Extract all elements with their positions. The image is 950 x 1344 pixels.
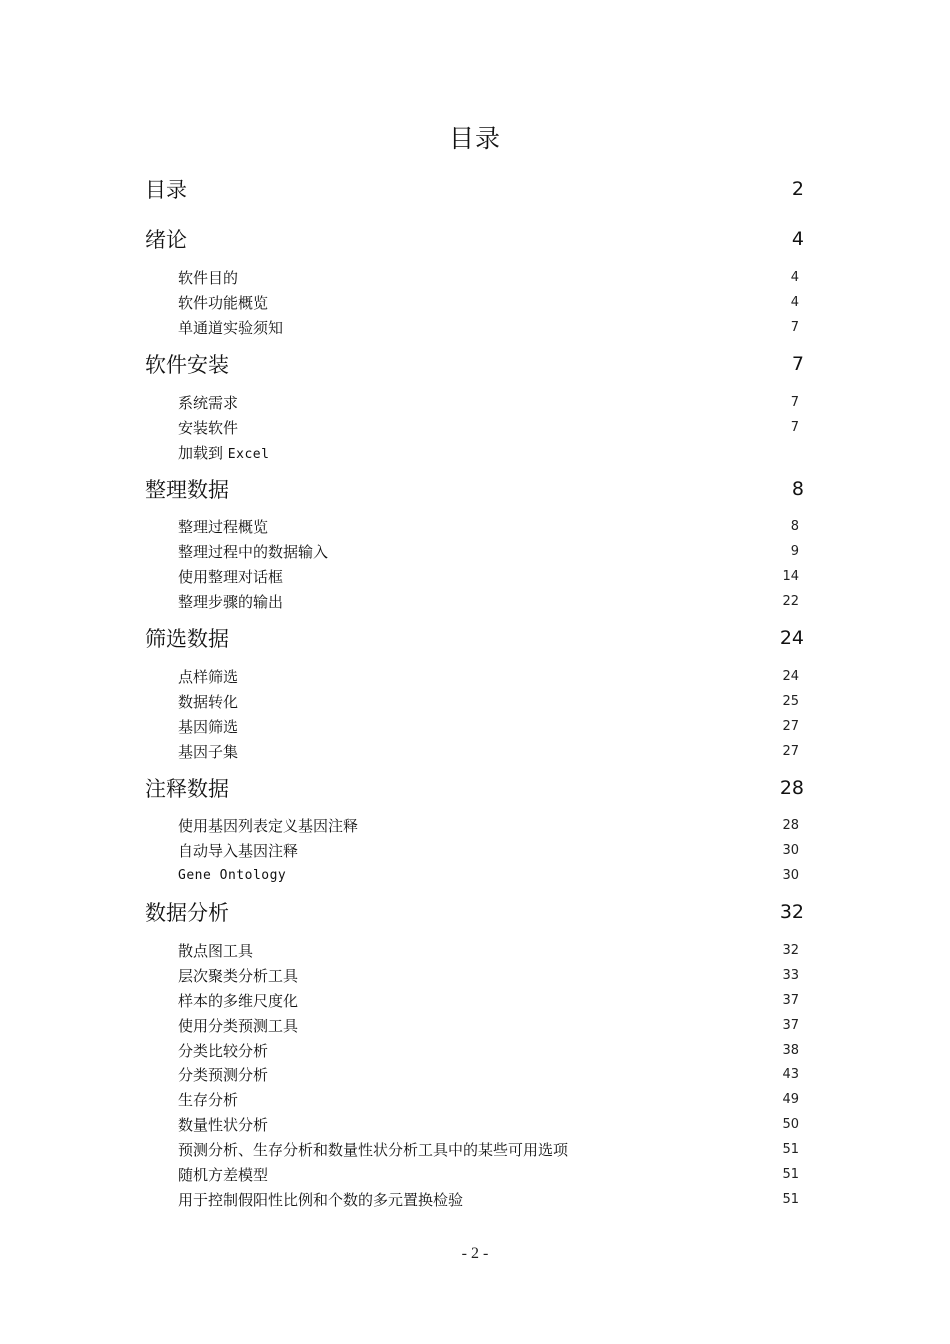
toc-entry-page: 24 (779, 627, 804, 649)
toc-entry-label: 单通道实验须知 (178, 318, 284, 337)
toc-entry-page: 4 (791, 228, 804, 250)
toc-entry-level2[interactable] (178, 864, 799, 886)
toc-entry-level2[interactable] (178, 540, 799, 562)
toc-entry-level2[interactable] (178, 391, 799, 413)
toc-entry-page: 4 (790, 269, 799, 285)
toc-entry-label: 自动导入基因注释 (178, 841, 299, 860)
toc-entry-label: 使用基因列表定义基因注释 (178, 816, 359, 835)
toc-entry-label: 使用分类预测工具 (178, 1016, 299, 1035)
toc-entry-page: 27 (782, 718, 799, 734)
toc-entry-label: 基因子集 (178, 742, 239, 761)
toc-entry-page: 37 (782, 1017, 799, 1033)
toc-entry-level2[interactable] (178, 1039, 799, 1061)
toc-entry-level2[interactable] (178, 1014, 799, 1036)
toc-entry-label: 软件目的 (178, 268, 239, 287)
toc-entry-label: 样本的多维尺度化 (178, 991, 299, 1010)
toc-entry-label: 用于控制假阳性比例和个数的多元置换检验 (178, 1190, 464, 1209)
toc-entry-label: 层次聚类分析工具 (178, 966, 299, 985)
toc-entry-page: 32 (779, 901, 804, 923)
toc-entry-label: 软件安装 (145, 353, 229, 377)
toc-entry-page: 7 (790, 419, 799, 435)
toc-entry-level1[interactable] (145, 623, 804, 653)
toc-entry-page: 30 (782, 842, 799, 858)
toc-entry-level2[interactable] (178, 839, 799, 861)
toc-entry-page: 25 (782, 693, 799, 709)
toc-entry-level2[interactable] (178, 316, 799, 338)
toc-entry-page: 28 (782, 817, 799, 833)
page-title: 目录 (448, 124, 501, 153)
toc-entry-label: 使用整理对话框 (178, 567, 284, 586)
toc-entry-label: Gene Ontology (178, 867, 287, 883)
toc-entry-page: 8 (790, 518, 799, 534)
toc-entry-label: 数据转化 (178, 692, 239, 711)
toc-entry-label: 目录 (145, 178, 187, 202)
toc-entry-label: 系统需求 (178, 393, 239, 412)
toc-entry-label: 整理数据 (145, 478, 229, 502)
toc-entry-label: 散点图工具 (178, 941, 254, 960)
toc-entry-level1[interactable] (145, 474, 804, 504)
toc-entry-level1[interactable] (145, 174, 804, 204)
toc-entry-level2[interactable] (178, 266, 799, 288)
toc-entry-level2[interactable] (178, 1188, 799, 1210)
toc-entry-label: 绪论 (145, 228, 187, 252)
toc-entry-level2[interactable] (178, 814, 799, 836)
toc-entry-page: 51 (782, 1191, 799, 1207)
toc-entry-level2[interactable] (178, 665, 799, 687)
toc-entry-level2[interactable] (178, 441, 799, 463)
toc-entry-page: 7 (790, 319, 799, 335)
toc-entry-level2[interactable] (178, 690, 799, 712)
toc-entry-page: 49 (782, 1091, 799, 1107)
toc-entry-level2[interactable] (178, 515, 799, 537)
toc-entry-level2[interactable] (178, 1088, 799, 1110)
toc-entry-page: 8 (791, 478, 804, 500)
toc-entry-page: 38 (782, 1042, 799, 1058)
toc-entry-page: 50 (782, 1116, 799, 1132)
toc-entry-level1[interactable] (145, 773, 804, 803)
toc-entry-label: 注释数据 (145, 777, 229, 801)
toc-entry-level2[interactable] (178, 1063, 799, 1085)
toc-entry-page: 33 (782, 967, 799, 983)
toc-entry-level2[interactable] (178, 1163, 799, 1185)
toc-entry-page: 2 (791, 178, 804, 200)
toc-entry-page: 51 (782, 1141, 799, 1157)
toc-entry-level2[interactable] (178, 565, 799, 587)
toc-entry-label: 点样筛选 (178, 667, 239, 686)
toc-entry-page: 43 (782, 1066, 799, 1082)
toc-entry-label (178, 442, 269, 463)
toc-entry-level2[interactable] (178, 291, 799, 313)
toc-entry-level1[interactable] (145, 897, 804, 927)
toc-entry-label-latin: Excel (227, 446, 270, 462)
toc-entry-page: 22 (782, 593, 799, 609)
toc-entry-level2[interactable] (178, 1138, 799, 1160)
toc-entry-page: 30 (782, 867, 799, 883)
toc-entry-page: 14 (782, 568, 799, 584)
toc-entry-label: 筛选数据 (145, 627, 229, 651)
toc-entry-label: 整理过程概览 (178, 517, 269, 536)
toc-entry-level2[interactable] (178, 964, 799, 986)
toc-entry-level2[interactable] (178, 989, 799, 1011)
toc-entry-page: 7 (790, 394, 799, 410)
toc-entry-label: 软件功能概览 (178, 293, 269, 312)
toc-entry-label: 基因筛选 (178, 717, 239, 736)
toc-entry-level2[interactable] (178, 1113, 799, 1135)
toc-entry-level2[interactable] (178, 715, 799, 737)
toc-entry-label: 整理过程中的数据输入 (178, 542, 329, 561)
toc-entry-page: 51 (782, 1166, 799, 1182)
toc-entry-level2[interactable] (178, 590, 799, 612)
toc-entry-label: 安装软件 (178, 418, 239, 437)
toc-entry-level1[interactable] (145, 224, 804, 254)
toc-entry-page: 37 (782, 992, 799, 1008)
toc-entry-label: 生存分析 (178, 1090, 239, 1109)
toc-entry-label: 随机方差模型 (178, 1165, 269, 1184)
toc-entry-page: 24 (782, 668, 799, 684)
toc-entry-label: 分类比较分析 (178, 1041, 269, 1060)
toc-entry-level2[interactable] (178, 740, 799, 762)
toc-entry-label: 分类预测分析 (178, 1065, 269, 1084)
toc-entry-label: 数量性状分析 (178, 1115, 269, 1134)
toc-entry-level1[interactable] (145, 349, 804, 379)
toc-entry-level2[interactable] (178, 939, 799, 961)
toc-entry-label: 整理步骤的输出 (178, 592, 284, 611)
toc-entry-page: 32 (782, 942, 799, 958)
toc-entry-page: 27 (782, 743, 799, 759)
toc-entry-page: 9 (790, 543, 799, 559)
toc-entry-label-text: 加载到 (178, 443, 224, 462)
toc-entry-label: 数据分析 (145, 901, 229, 925)
toc-entry-label: 预测分析、生存分析和数量性状分析工具中的某些可用选项 (178, 1140, 569, 1159)
page-number-footer: - 2 - (461, 1245, 489, 1262)
toc-entry-page: 28 (779, 777, 804, 799)
toc-entry-page: 7 (791, 353, 804, 375)
toc-entry-page: 4 (790, 294, 799, 310)
toc-entry-level2[interactable] (178, 416, 799, 438)
